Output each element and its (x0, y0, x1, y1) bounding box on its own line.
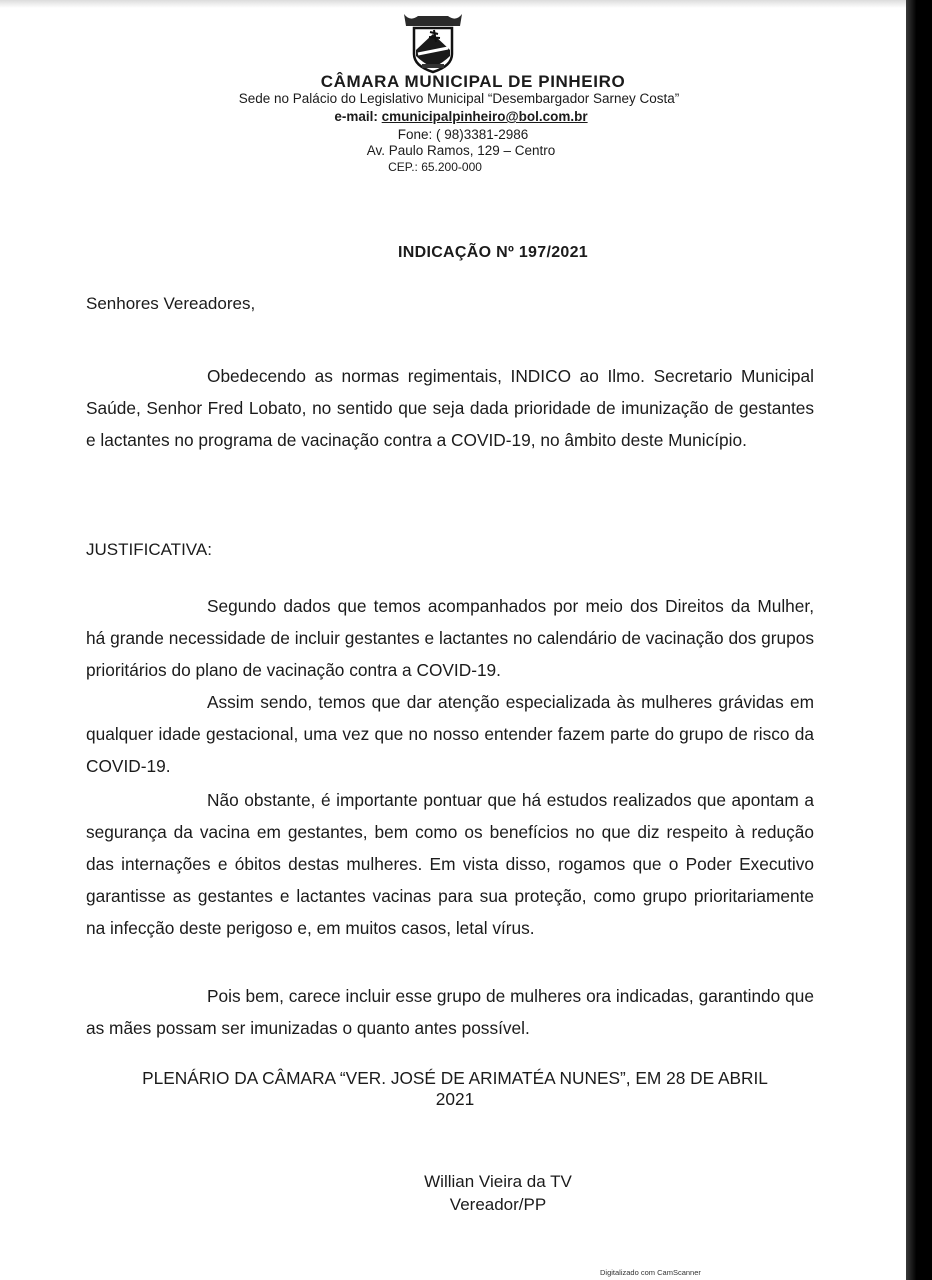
municipal-coat-of-arms-icon (400, 10, 466, 74)
chamber-email-line (8, 109, 914, 124)
scanner-watermark: Digitalizado com CamScanner (600, 1268, 701, 1277)
plenary-line-2: 2021 (435, 1089, 475, 1109)
justification-heading: JUSTIFICATIVA: (86, 540, 212, 559)
chamber-cep: CEP.: 65.200-000 (388, 160, 482, 174)
signatory-role: Vereador/PP (449, 1195, 547, 1214)
chamber-address: Av. Paulo Ramos, 129 – Centro (366, 143, 556, 158)
signatory-name: Willian Vieira da TV (424, 1172, 572, 1191)
email-address: cmunicipalpinheiro@bol.com.br (381, 109, 588, 124)
chamber-seat: Sede no Palácio do Legislativo Municipal “Desembargador Sarney Costa” (238, 91, 680, 106)
justification-paragraph-3: Não obstante, é importante pontuar que há estudos realizados que apontam a segurança da vacina em gestantes, bem como os benefícios no que diz respeito à redução das internações e óbitos destas mulheres. Em vista disso, rogamos que o Poder Executivo garantisse as gestantes e lactantes vacinas para sua proteção, como grupo prioritariamente na infecção deste perigoso e, em muitos casos, letal vírus. (86, 790, 814, 938)
plenary-closing (90, 1068, 820, 1110)
justification-paragraph-2: Assim sendo, temos que dar atenção especializada às mulheres grávidas em qualquer idade gestacional, uma vez que no nosso entender fazem parte do grupo de risco da COVID-19. (86, 692, 814, 776)
indication-paragraph: Obedecendo as normas regimentais, INDICO ao Ilmo. Secretario Municipal Saúde, Senhor Fred Lobato, no sentido que seja dada prioridade de imunização de gestantes e lactantes no programa de vacinação contra a COVID-19, no âmbito deste Município. (86, 366, 814, 450)
justification-paragraph-4: Pois bem, carece incluir esse grupo de mulheres ora indicadas, garantindo que as mães possam ser imunizadas o quanto antes possível. (86, 986, 814, 1038)
scan-right-border (906, 0, 932, 1280)
plenary-line-1: PLENÁRIO DA CÂMARA “VER. JOSÉ DE ARIMATÉA NUNES”, EM 28 DE ABRIL (142, 1068, 768, 1088)
chamber-phone: Fone: ( 98)3381-2986 (397, 127, 529, 142)
chamber-title: CÂMARA MUNICIPAL DE PINHEIRO (320, 72, 626, 91)
email-label: e-mail: (334, 109, 378, 124)
salutation: Senhores Vereadores, (86, 294, 256, 313)
document-title: INDICAÇÃO Nº 197/2021 (398, 244, 588, 261)
justification-paragraph-1: Segundo dados que temos acompanhados por meio dos Direitos da Mulher, há grande necessidade de incluir gestantes e lactantes no calendário de vacinação dos grupos prioritários do plano de vacinação contra a COVID-19. (86, 596, 814, 680)
